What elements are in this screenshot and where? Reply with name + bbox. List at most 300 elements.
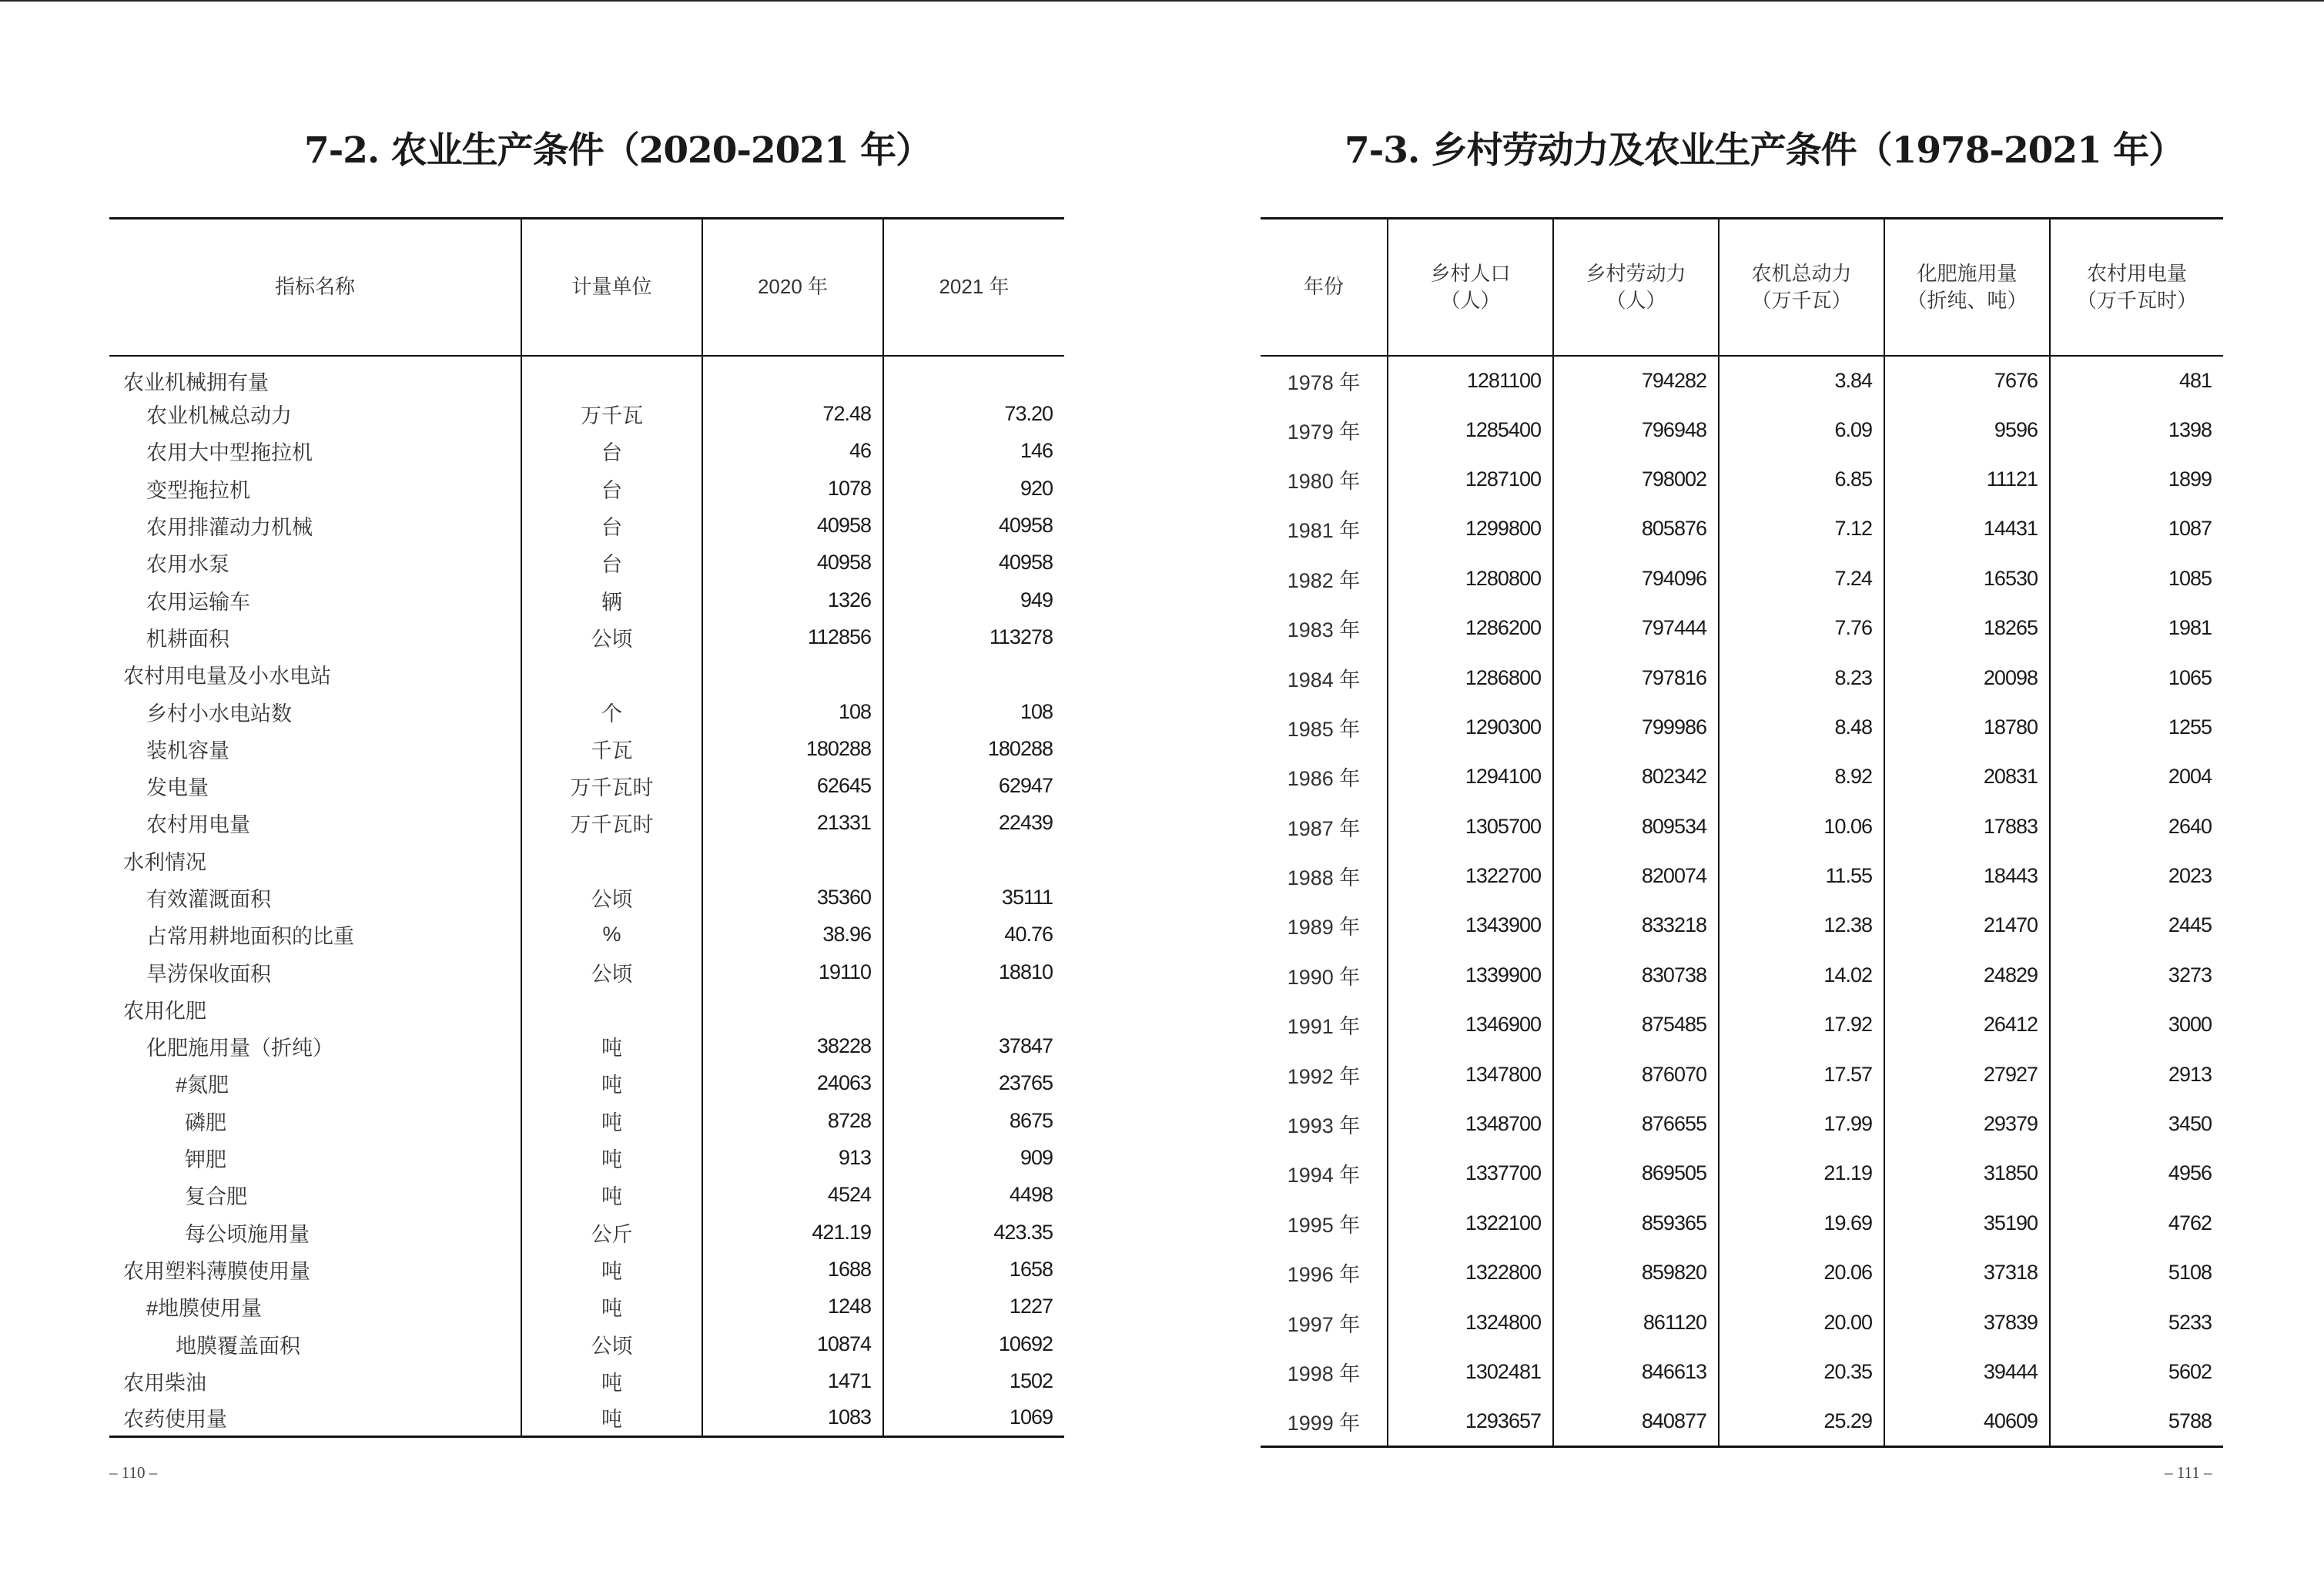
indicator-name: 农用柴油 (123, 1371, 206, 1395)
rural-population-cell: 1347800 (1388, 1050, 1553, 1099)
unit-cell: 吨 (521, 1251, 702, 1288)
unit-cell: 公顷 (521, 953, 702, 990)
unit-cell: 公顷 (521, 879, 702, 916)
value-2020: 72.48 (702, 396, 883, 433)
unit-cell: 吨 (521, 1028, 702, 1065)
electricity-cell: 1981 (2050, 603, 2223, 652)
machine-power-cell: 17.57 (1719, 1050, 1884, 1099)
value-2021: 73.20 (883, 396, 1064, 433)
value-2020: 1326 (702, 581, 883, 618)
year-cell: 1994 年 (1287, 1164, 1361, 1188)
table-row (109, 581, 1064, 618)
value-2020: 913 (702, 1139, 883, 1176)
table-row (1261, 1198, 2223, 1248)
year-cell: 1979 年 (1287, 420, 1361, 444)
electricity-cell: 1085 (2050, 554, 2223, 603)
indicator-name: #氮肥 (176, 1074, 229, 1097)
unit-cell: 公斤 (521, 1214, 702, 1251)
value-2021: 1069 (883, 1400, 1064, 1437)
unit-cell: 吨 (521, 1400, 702, 1437)
table-row (1261, 752, 2223, 802)
rural-population-cell: 1339900 (1388, 950, 1553, 1000)
table-row (109, 656, 1064, 693)
year-cell: 1992 年 (1287, 1064, 1361, 1088)
value-2021: 40.76 (883, 916, 1064, 953)
indicator-name: 变型拖拉机 (146, 478, 250, 502)
fertilizer-cell: 17883 (1884, 802, 2050, 851)
unit-cell: 万千瓦时 (521, 805, 702, 842)
value-2020: 8728 (702, 1102, 883, 1139)
value-2020: 10874 (702, 1325, 883, 1362)
indicator-name: #地膜使用量 (146, 1297, 263, 1321)
table-row (1261, 1149, 2223, 1198)
table-row (1261, 1397, 2223, 1446)
table-row (109, 767, 1064, 804)
value-2020: 19110 (702, 953, 883, 990)
indicator-name: 地膜覆盖面积 (176, 1334, 300, 1358)
value-2020: 38228 (702, 1028, 883, 1065)
value-2020: 180288 (702, 730, 883, 767)
table-row (109, 1214, 1064, 1251)
indicator-name: 农用化肥 (123, 999, 206, 1023)
value-2021: 1502 (883, 1362, 1064, 1399)
rural-population-cell: 1322100 (1388, 1198, 1553, 1248)
value-2020 (702, 842, 883, 879)
value-2020: 1248 (702, 1288, 883, 1325)
machine-power-cell: 8.48 (1719, 702, 1884, 752)
rural-labor-cell: 861120 (1553, 1298, 1719, 1347)
rural-population-cell: 1343900 (1388, 901, 1553, 950)
machine-power-cell: 14.02 (1719, 950, 1884, 1000)
year-cell: 1980 年 (1287, 469, 1361, 493)
rural-labor-cell: 809534 (1553, 802, 1719, 851)
machine-power-cell: 19.69 (1719, 1198, 1884, 1248)
rural-labor-cell: 830738 (1553, 950, 1719, 1000)
page-number: – 111 – (2165, 1463, 2212, 1482)
machine-power-cell: 11.55 (1719, 851, 1884, 900)
indicator-name: 有效灌溉面积 (146, 888, 271, 911)
table-row (109, 356, 1064, 396)
electricity-cell: 2023 (2050, 851, 2223, 900)
unit-cell: 台 (521, 433, 702, 470)
year-cell: 1984 年 (1287, 668, 1361, 692)
rural-labor-cell: 876070 (1553, 1050, 1719, 1099)
electricity-cell: 3450 (2050, 1099, 2223, 1148)
year-cell: 1982 年 (1287, 568, 1361, 592)
table-title-7-2: 7-2. 农业生产条件（2020-2021 年） (304, 129, 932, 172)
header-electricity: 农村用电量 （万千瓦时） (2050, 219, 2223, 356)
rural-labor-cell: 797816 (1553, 653, 1719, 702)
page-number: – 110 – (109, 1463, 158, 1482)
table-row (1261, 1000, 2223, 1050)
year-cell: 1999 年 (1261, 1397, 1388, 1446)
unit-cell: 台 (521, 507, 702, 544)
electricity-cell: 3000 (2050, 1000, 2223, 1050)
table-row (109, 1400, 1064, 1437)
table-row (109, 1139, 1064, 1176)
table-row (1261, 405, 2223, 454)
table-row (109, 544, 1064, 581)
indicator-name: 复合肥 (185, 1185, 247, 1209)
header-rural-labor: 乡村劳动力 （人） (1553, 219, 1719, 356)
fertilizer-cell: 29379 (1884, 1099, 2050, 1148)
indicator-name: 磷肥 (185, 1111, 226, 1134)
table-row (109, 507, 1064, 544)
year-cell: 1995 年 (1287, 1213, 1361, 1237)
value-2020: 1078 (702, 470, 883, 507)
value-2021: 423.35 (883, 1214, 1064, 1251)
table-row (109, 396, 1064, 433)
electricity-cell: 1255 (2050, 702, 2223, 752)
fertilizer-cell: 18443 (1884, 851, 2050, 900)
rural-population-cell: 1348700 (1388, 1099, 1553, 1148)
value-2021: 23765 (883, 1065, 1064, 1102)
rural-labor-cell: 820074 (1553, 851, 1719, 900)
rural-population-cell: 1286800 (1388, 653, 1553, 702)
table-row (1261, 1050, 2223, 1099)
value-2021: 1658 (883, 1251, 1064, 1288)
value-2021: 22439 (883, 805, 1064, 842)
fertilizer-cell: 39444 (1884, 1347, 2050, 1396)
indicator-name: 农用运输车 (146, 590, 250, 614)
table-row (1261, 702, 2223, 752)
rural-population-cell: 1285400 (1388, 405, 1553, 454)
value-2020 (702, 656, 883, 693)
unit-cell (521, 656, 702, 693)
header-fertilizer: 化肥施用量 （折纯、吨） (1884, 219, 2050, 356)
value-2021: 40958 (883, 544, 1064, 581)
value-2021 (883, 842, 1064, 879)
value-2020: 40958 (702, 507, 883, 544)
table-row (109, 842, 1064, 879)
machine-power-cell: 7.12 (1719, 504, 1884, 554)
rural-labor-cell: 794096 (1553, 554, 1719, 603)
indicator-name: 旱涝保收面积 (146, 962, 271, 986)
year-cell: 1998 年 (1287, 1362, 1361, 1385)
year-cell: 1993 年 (1287, 1114, 1361, 1138)
year-cell: 1985 年 (1287, 717, 1361, 741)
table-row (109, 1362, 1064, 1399)
unit-cell: 吨 (521, 1139, 702, 1176)
header-machine-power: 农机总动力 （万千瓦） (1719, 219, 1884, 356)
rural-population-cell: 1322700 (1388, 851, 1553, 900)
value-2021: 113278 (883, 618, 1064, 655)
rural-population-cell: 1290300 (1388, 702, 1553, 752)
value-2021: 920 (883, 470, 1064, 507)
rural-labor-cell: 859820 (1553, 1248, 1719, 1298)
year-cell: 1989 年 (1287, 916, 1361, 940)
indicator-name: 化肥施用量（折纯） (146, 1037, 333, 1060)
value-2020: 1471 (702, 1362, 883, 1399)
machine-power-cell: 20.06 (1719, 1248, 1884, 1298)
table-row (1261, 802, 2223, 851)
value-2020 (702, 990, 883, 1027)
fertilizer-cell: 14431 (1884, 504, 2050, 554)
rural-labor-cell: 805876 (1553, 504, 1719, 554)
value-2021: 40958 (883, 507, 1064, 544)
rural-population-cell: 1280800 (1388, 554, 1553, 603)
rural-labor-cell: 802342 (1553, 752, 1719, 802)
year-cell: 1996 年 (1287, 1263, 1361, 1287)
fertilizer-cell: 26412 (1884, 1000, 2050, 1050)
rural-population-cell: 1294100 (1388, 752, 1553, 802)
machine-power-cell: 8.92 (1719, 752, 1884, 802)
unit-cell: 公顷 (521, 1325, 702, 1362)
rural-population-cell: 1346900 (1388, 1000, 1553, 1050)
rural-population-cell: 1286200 (1388, 603, 1553, 652)
year-cell: 1987 年 (1287, 816, 1361, 840)
table-row (109, 693, 1064, 730)
header-unit: 计量单位 (521, 219, 702, 356)
year-cell: 1991 年 (1287, 1015, 1361, 1039)
unit-cell: 万千瓦 (521, 396, 702, 433)
electricity-cell: 5108 (2050, 1248, 2223, 1298)
table-row (1261, 950, 2223, 1000)
electricity-cell: 5788 (2050, 1397, 2223, 1446)
electricity-cell: 1065 (2050, 653, 2223, 702)
indicator-name: 装机容量 (146, 739, 229, 762)
indicator-name: 占常用耕地面积的比重 (146, 925, 354, 949)
fertilizer-cell: 40609 (1884, 1397, 2050, 1446)
rural-labor-cell: 833218 (1553, 901, 1719, 950)
fertilizer-cell: 21470 (1884, 901, 2050, 950)
rural-labor-cell: 840877 (1553, 1397, 1719, 1446)
table-row (109, 433, 1064, 470)
unit-cell: 辆 (521, 581, 702, 618)
table-title-7-3: 7-3. 乡村劳动力及农业生产条件（1978-2021 年） (1345, 129, 2185, 172)
value-2020 (702, 356, 883, 396)
indicator-name: 每公顷施用量 (185, 1222, 310, 1246)
value-2020: 4524 (702, 1177, 883, 1214)
electricity-cell: 2640 (2050, 802, 2223, 851)
electricity-cell: 481 (2050, 356, 2223, 405)
indicator-name: 乡村小水电站数 (146, 702, 292, 725)
machine-power-cell: 25.29 (1719, 1397, 1884, 1446)
table-row (109, 953, 1064, 990)
machine-power-cell: 20.00 (1719, 1298, 1884, 1347)
rural-labor-cell: 869505 (1553, 1149, 1719, 1198)
rural-population-cell: 1324800 (1388, 1298, 1553, 1347)
table-row (109, 1177, 1064, 1214)
rural-population-cell: 1293657 (1388, 1397, 1553, 1446)
fertilizer-cell: 37318 (1884, 1248, 2050, 1298)
rural-population-cell: 1305700 (1388, 802, 1553, 851)
machine-power-cell: 21.19 (1719, 1149, 1884, 1198)
value-2020: 1688 (702, 1251, 883, 1288)
table-body (1261, 356, 2223, 1447)
table-row (1261, 1298, 2223, 1347)
table-header-row (1261, 219, 2223, 356)
value-2021 (883, 656, 1064, 693)
machine-power-cell: 10.06 (1719, 802, 1884, 851)
table-header-row (109, 219, 1064, 356)
table-row (109, 916, 1064, 953)
unit-cell: 吨 (521, 1102, 702, 1139)
value-2021: 1227 (883, 1288, 1064, 1325)
rural-population-cell: 1281100 (1388, 356, 1553, 405)
indicator-name: 发电量 (146, 776, 209, 800)
table-row (109, 1251, 1064, 1288)
indicator-name: 农药使用量 (109, 1400, 521, 1437)
table-row (109, 1288, 1064, 1325)
table-row (1261, 554, 2223, 603)
unit-cell: 台 (521, 544, 702, 581)
table-row (109, 730, 1064, 767)
electricity-cell: 5233 (2050, 1298, 2223, 1347)
fertilizer-cell: 18780 (1884, 702, 2050, 752)
table-row (109, 618, 1064, 655)
value-2021: 35111 (883, 879, 1064, 916)
unit-cell: 吨 (521, 1177, 702, 1214)
machine-power-cell: 3.84 (1719, 356, 1884, 405)
rural-labor-cell: 799986 (1553, 702, 1719, 752)
fertilizer-cell: 9596 (1884, 405, 2050, 454)
indicator-name: 农用水泵 (146, 553, 229, 577)
value-2020: 421.19 (702, 1214, 883, 1251)
year-cell: 1981 年 (1287, 519, 1361, 543)
electricity-cell: 4762 (2050, 1198, 2223, 1248)
right-page (1162, 0, 2324, 1588)
indicator-name: 钾肥 (185, 1148, 226, 1172)
value-2021 (883, 356, 1064, 396)
value-2020: 1083 (702, 1400, 883, 1437)
fertilizer-cell: 16530 (1884, 554, 2050, 603)
indicator-name: 机耕面积 (146, 627, 229, 651)
value-2021: 909 (883, 1139, 1064, 1176)
unit-cell: 台 (521, 470, 702, 507)
rural-labor-cell: 794282 (1553, 356, 1719, 405)
fertilizer-cell: 27927 (1884, 1050, 2050, 1099)
year-cell: 1988 年 (1287, 866, 1361, 890)
unit-cell: 个 (521, 693, 702, 730)
value-2021: 10692 (883, 1325, 1064, 1362)
value-2020: 21331 (702, 805, 883, 842)
machine-power-cell: 8.23 (1719, 653, 1884, 702)
table-row (109, 1325, 1064, 1362)
rural-labor-cell: 846613 (1553, 1347, 1719, 1396)
indicator-name: 农用排灌动力机械 (146, 516, 313, 540)
value-2020: 112856 (702, 618, 883, 655)
table-body (109, 356, 1064, 1437)
electricity-cell: 2445 (2050, 901, 2223, 950)
header-year-2020: 2020 年 (702, 219, 883, 356)
unit-cell: 千瓦 (521, 730, 702, 767)
header-indicator-name: 指标名称 (109, 219, 521, 356)
machine-power-cell: 12.38 (1719, 901, 1884, 950)
unit-cell: 吨 (521, 1362, 702, 1399)
rural-population-cell: 1287100 (1388, 454, 1553, 504)
indicator-name: 农村用电量及小水电站 (123, 665, 331, 688)
unit-cell: 万千瓦时 (521, 767, 702, 804)
agri-conditions-table (109, 217, 1064, 1438)
indicator-name: 农用大中型拖拉机 (146, 441, 313, 465)
value-2021 (883, 990, 1064, 1027)
table-row (109, 805, 1064, 842)
value-2020: 38.96 (702, 916, 883, 953)
rural-labor-cell: 796948 (1553, 405, 1719, 454)
rural-population-cell: 1322800 (1388, 1248, 1553, 1298)
fertilizer-cell: 11121 (1884, 454, 2050, 504)
value-2021: 62947 (883, 767, 1064, 804)
table-row (109, 1065, 1064, 1102)
rural-labor-cell: 798002 (1553, 454, 1719, 504)
fertilizer-cell: 18265 (1884, 603, 2050, 652)
unit-cell: 公顷 (521, 618, 702, 655)
table-row (109, 470, 1064, 507)
electricity-cell: 1899 (2050, 454, 2223, 504)
value-2021: 949 (883, 581, 1064, 618)
rural-labor-cell: 876655 (1553, 1099, 1719, 1148)
fertilizer-cell: 31850 (1884, 1149, 2050, 1198)
unit-cell: % (521, 916, 702, 953)
table-row (1261, 1347, 2223, 1396)
unit-cell (521, 356, 702, 396)
value-2021: 108 (883, 693, 1064, 730)
electricity-cell: 3273 (2050, 950, 2223, 1000)
value-2020: 40958 (702, 544, 883, 581)
rural-population-cell: 1299800 (1388, 504, 1553, 554)
table-row (1261, 356, 2223, 405)
rural-labor-table (1261, 217, 2223, 1448)
electricity-cell: 2913 (2050, 1050, 2223, 1099)
table-row (1261, 504, 2223, 554)
table-row (1261, 653, 2223, 702)
fertilizer-cell: 24829 (1884, 950, 2050, 1000)
machine-power-cell: 17.99 (1719, 1099, 1884, 1148)
fertilizer-cell: 35190 (1884, 1198, 2050, 1248)
fertilizer-cell: 20098 (1884, 653, 2050, 702)
electricity-cell: 2004 (2050, 752, 2223, 802)
year-cell: 1990 年 (1287, 965, 1361, 989)
indicator-name: 农业机械总动力 (146, 404, 292, 428)
value-2020: 24063 (702, 1065, 883, 1102)
electricity-cell: 1087 (2050, 504, 2223, 554)
year-cell: 1978 年 (1287, 370, 1361, 394)
fertilizer-cell: 37839 (1884, 1298, 2050, 1347)
electricity-cell: 4956 (2050, 1149, 2223, 1198)
indicator-name: 农用塑料薄膜使用量 (123, 1259, 310, 1283)
indicator-name: 水利情况 (123, 850, 206, 874)
value-2021: 37847 (883, 1028, 1064, 1065)
machine-power-cell: 7.24 (1719, 554, 1884, 603)
year-cell: 1983 年 (1287, 618, 1361, 642)
value-2020: 108 (702, 693, 883, 730)
table-row (1261, 603, 2223, 652)
indicator-name: 农村用电量 (146, 813, 250, 837)
unit-cell: 吨 (521, 1288, 702, 1325)
header-rural-population: 乡村人口 （人） (1388, 219, 1553, 356)
value-2021: 8675 (883, 1102, 1064, 1139)
rural-population-cell: 1302481 (1388, 1347, 1553, 1396)
value-2021: 18810 (883, 953, 1064, 990)
value-2020: 62645 (702, 767, 883, 804)
machine-power-cell: 7.76 (1719, 603, 1884, 652)
rural-labor-cell: 797444 (1553, 603, 1719, 652)
unit-cell (521, 842, 702, 879)
rural-labor-cell: 875485 (1553, 1000, 1719, 1050)
fertilizer-cell: 7676 (1884, 356, 2050, 405)
machine-power-cell: 20.35 (1719, 1347, 1884, 1396)
rural-labor-cell: 859365 (1553, 1198, 1719, 1248)
header-year-2021: 2021 年 (883, 219, 1064, 356)
header-year: 年份 (1261, 219, 1388, 356)
value-2020: 46 (702, 433, 883, 470)
year-cell: 1986 年 (1287, 767, 1361, 791)
table-row (1261, 1248, 2223, 1298)
machine-power-cell: 6.09 (1719, 405, 1884, 454)
electricity-cell: 1398 (2050, 405, 2223, 454)
table-row (1261, 851, 2223, 900)
